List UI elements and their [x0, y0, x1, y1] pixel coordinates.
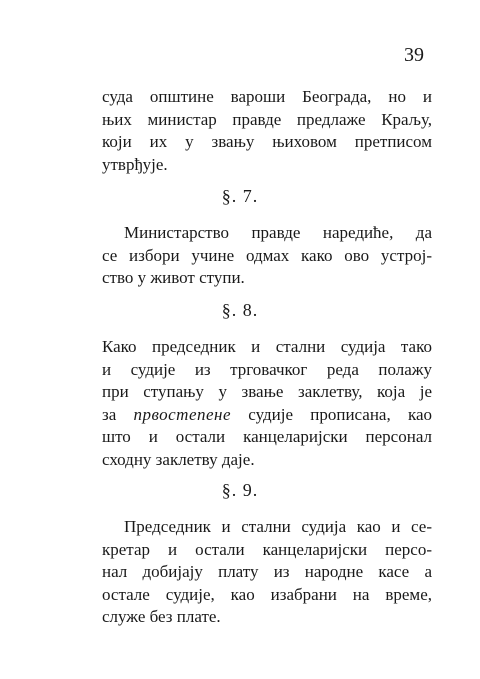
text-line: који их у звању њиховом претписом: [102, 132, 432, 151]
text-line: при ступању у звање заклетву, која је: [102, 382, 432, 401]
section-heading-9: §. 9.: [221, 480, 259, 500]
text-fragment: за: [102, 404, 134, 424]
section-heading-8: §. 8.: [221, 300, 259, 320]
text-line: Председник и стални судија као и се-: [124, 517, 432, 536]
text-fragment: судије прописана, као: [231, 404, 432, 424]
text-line: Министарство правде наредиће, да: [124, 223, 432, 242]
section-8-body: [102, 336, 432, 471]
text-line: кретар и остали канцеларијски персо-: [102, 539, 432, 559]
text-line: и судије из трговачког реда полажу: [102, 359, 432, 379]
text-line: што и остали канцеларијски персонал: [102, 427, 432, 446]
text-line: сходну заклетву даје.: [102, 449, 255, 469]
text-line: њих министар правде предлаже Краљу,: [102, 109, 432, 129]
page-number: 39: [404, 44, 424, 66]
text-line: суда општине вароши Београда, но и: [102, 87, 432, 106]
paragraph-continuation: [102, 86, 432, 176]
text-line: нал добијају плату из народне касе а: [102, 562, 432, 581]
text-line: утврђује.: [102, 154, 168, 174]
section-heading-7: §. 7.: [221, 186, 259, 206]
text-line: ство у живот ступи.: [102, 268, 245, 287]
text-line: се избори учине одмах како ово устрој-: [102, 245, 432, 265]
section-7-body: [102, 222, 432, 290]
italic-word: првостепене: [133, 404, 232, 424]
text-line: [102, 404, 432, 427]
text-line: Како председник и стални судија тако: [102, 337, 432, 356]
text-line: остале судије, као изабрани на време,: [102, 584, 432, 604]
section-9-body: [102, 516, 432, 629]
text-line: служе без плате.: [102, 607, 221, 626]
